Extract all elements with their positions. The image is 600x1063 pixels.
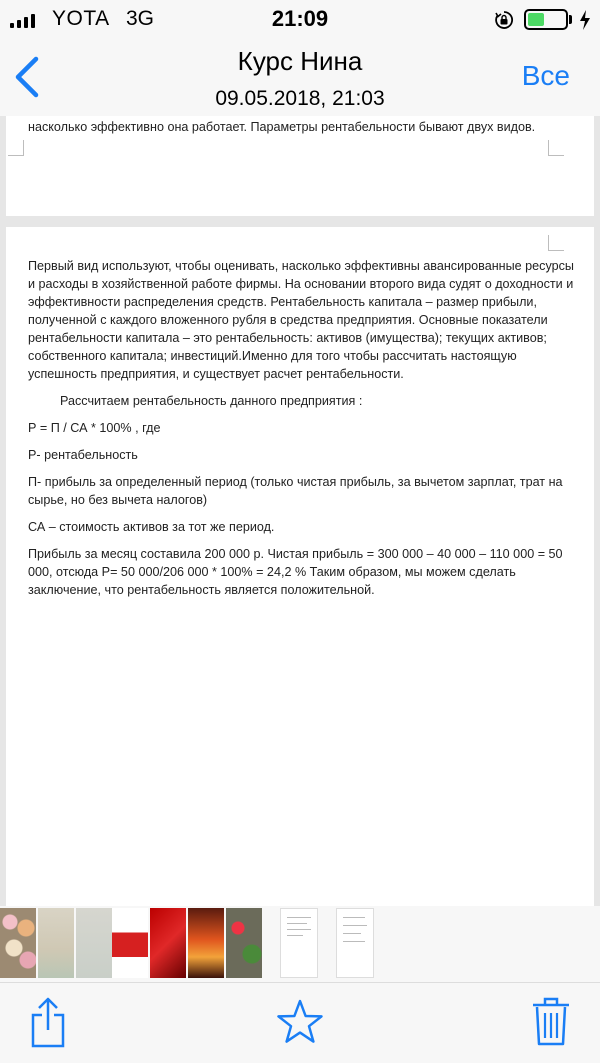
paragraph: Р- рентабельность bbox=[28, 448, 138, 462]
paragraph: СА – стоимость активов за тот же период. bbox=[28, 520, 275, 534]
battery-icon bbox=[524, 9, 568, 30]
status-bar bbox=[0, 0, 600, 40]
status-time: 21:09 bbox=[271, 6, 329, 31]
document-page bbox=[6, 116, 594, 216]
page-title: Курс Нина bbox=[237, 46, 363, 76]
fire-poster-thumbnail[interactable] bbox=[188, 908, 224, 978]
document-photo-thumbnail[interactable] bbox=[76, 908, 112, 978]
page-text: насколько эффективно она работает. Параметры рентабельности бывают двух видов. bbox=[28, 120, 536, 134]
carrier-name: YOTA bbox=[52, 7, 110, 30]
paragraph: Прибыль за месяц составила 200 000 р. Чистая прибыль = 300 000 – 40 000 – 110 000 = 50 000, отсюда Р= 50 000/206 000 * 100% = 24,2 % Таким образом, мы можем сделать заключение, что рентабельность является положительной. bbox=[28, 547, 563, 597]
paragraph: Рассчитаем рентабельность данного предприятия : bbox=[60, 394, 363, 408]
document-viewer[interactable] bbox=[0, 116, 600, 906]
charging-bolt-icon bbox=[578, 9, 592, 31]
battery-nub bbox=[569, 15, 572, 24]
navigation-bar bbox=[0, 40, 600, 116]
bottom-toolbar bbox=[0, 982, 600, 1063]
paragraph: П- прибыль за определенный период (только чистая прибыль, за вычетом зарплат, трат на сырье, но без вычета налогов) bbox=[28, 475, 563, 507]
page-body bbox=[28, 257, 584, 608]
battery-level bbox=[528, 13, 544, 26]
network-type: 3G bbox=[126, 7, 155, 30]
rotation-lock-icon bbox=[494, 10, 514, 30]
paragraph: Первый вид используют, чтобы оценивать, насколько эффективны авансированные ресурсы и расходы в хозяйственной работе фирмы. На основании второго вида судят о доходности и эффективности распределения средств. Рентабельность капитала – размер прибыли, полученной с каждого вложенного рубля в средства предприятия. Основные показатели рентабельности капитала – это рентабельность: активов (имущества); текущих активов; собственного капитала; инвестиций.Именно для того чтобы рассчитать настоящую успешность предприятия, и существует расчет рентабельности. bbox=[28, 259, 574, 381]
red-poster-thumbnail[interactable] bbox=[150, 908, 186, 978]
vegetables-thumbnail[interactable] bbox=[226, 908, 262, 978]
document-page-thumbnail[interactable] bbox=[336, 908, 374, 978]
page-corner-mark bbox=[548, 235, 564, 251]
formula: Р = П / СА * 100% , где bbox=[28, 421, 161, 435]
cupcakes-thumbnail[interactable] bbox=[0, 908, 36, 978]
page-corner-mark bbox=[548, 140, 564, 156]
all-button[interactable]: Все bbox=[521, 60, 570, 91]
trash-icon[interactable] bbox=[530, 995, 572, 1047]
page-subtitle-date: 09.05.2018, 21:03 bbox=[215, 87, 385, 110]
share-icon[interactable] bbox=[28, 997, 68, 1049]
page-corner-mark bbox=[8, 140, 24, 156]
back-chevron-icon[interactable] bbox=[12, 56, 42, 98]
document-page bbox=[6, 227, 594, 906]
document-page-thumbnail[interactable] bbox=[280, 908, 318, 978]
star-icon[interactable] bbox=[276, 999, 324, 1045]
thumbnail-strip[interactable] bbox=[0, 906, 600, 982]
document-photo-thumbnail[interactable] bbox=[38, 908, 74, 978]
may-day-poster-thumbnail[interactable] bbox=[112, 908, 148, 978]
